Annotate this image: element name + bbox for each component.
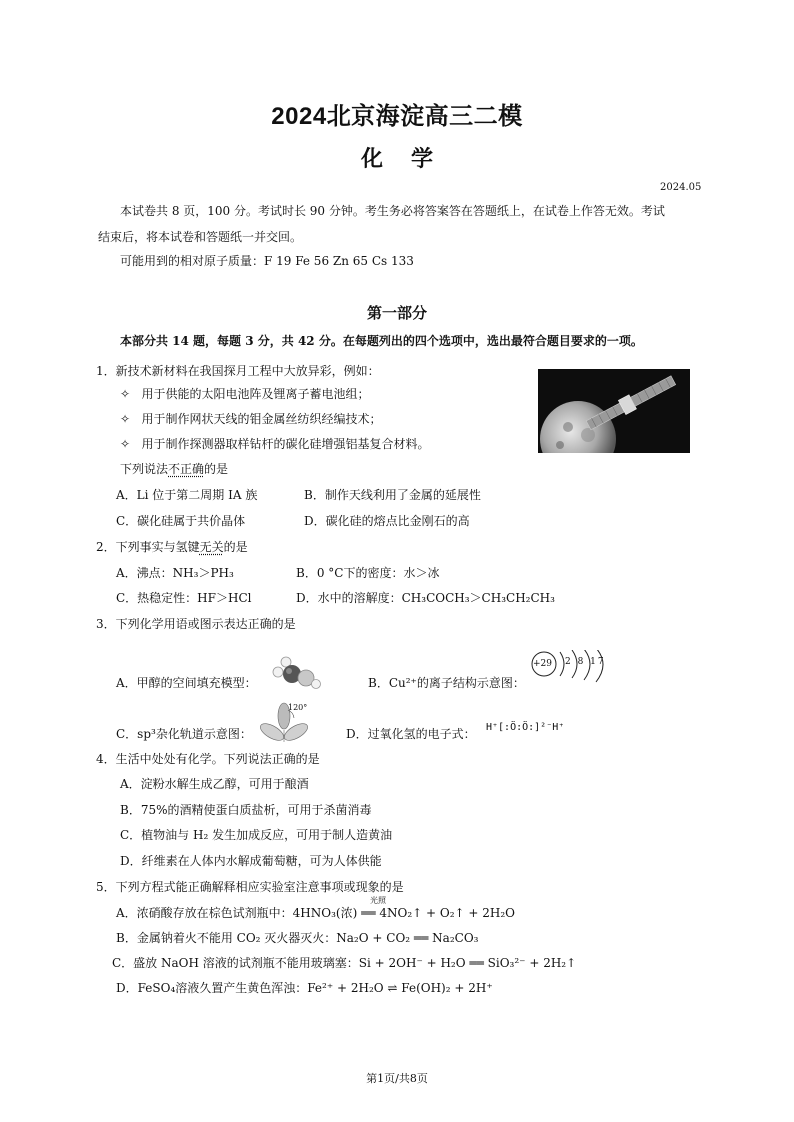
q1-bullet-1: ✧ 用于供能的太阳电池阵及锂离子蓄电池组； bbox=[120, 387, 370, 401]
methanol-model-icon bbox=[268, 654, 324, 690]
page-title: 2024北京海淀高三二模 bbox=[271, 103, 523, 130]
q5-option-b: B．金属钠着火不能用 CO₂ 灭火器灭火：Na₂O + CO₂ ══ Na₂CO₃ bbox=[116, 931, 479, 945]
emphasis-text: 不正确 bbox=[168, 462, 205, 476]
q5-option-a: A．浓硝酸存放在棕色试剂瓶中：4HNO₃(浓) ══ 4NO₂↑ + O₂↑ + 2H₂O bbox=[116, 906, 516, 920]
q2-option-a: A．沸点：NH₃＞PH₃ bbox=[116, 566, 234, 580]
q1-stem: 1．新技术新材料在我国探月工程中大放异彩，例如： bbox=[96, 364, 380, 378]
reaction-condition-label: 光照 bbox=[370, 896, 386, 905]
peroxide-lewis-formula: H⁺[:Ö:Ö:]²⁻H⁺ bbox=[486, 722, 565, 733]
q1-option-d: D．碳化硅的熔点比金刚石的高 bbox=[304, 514, 470, 528]
q1-option-c: C．碳化硅属于共价晶体 bbox=[116, 514, 246, 528]
emphasis-text: 无关 bbox=[199, 540, 224, 554]
bullet-icon: ✧ bbox=[120, 387, 131, 401]
q2-stem: 2．下列事实与氢键无关的是 bbox=[96, 540, 248, 554]
page-number: 第1页/共8页 bbox=[366, 1072, 428, 1085]
q3-option-c: C．sp³杂化轨道示意图： bbox=[116, 727, 252, 741]
q3-option-a: A．甲醇的空间填充模型： bbox=[116, 676, 257, 690]
q3-option-d: D．过氧化氢的电子式： bbox=[346, 727, 476, 741]
q2-option-d: D．水中的溶解度：CH₃COCH₃＞CH₃CH₂CH₃ bbox=[296, 591, 555, 605]
q5-option-d: D．FeSO₄溶液久置产生黄色浑浊：Fe²⁺ + 2H₂O ⇌ Fe(OH)₂ + 2H⁺ bbox=[116, 981, 493, 995]
q5-stem: 5．下列方程式能正确解释相应实验室注意事项或现象的是 bbox=[96, 880, 404, 894]
q4-option-c: C．植物油与 H₂ 发生加成反应，可用于制人造黄油 bbox=[120, 828, 393, 842]
q4-stem: 4．生活中处处有化学。下列说法正确的是 bbox=[96, 752, 320, 766]
q4-option-a: A．淀粉水解生成乙醇，可用于酿酒 bbox=[120, 777, 309, 791]
instructions-line2: 结束后，将本试卷和答题纸一并交回。 bbox=[98, 230, 303, 244]
subject-title: 化学 bbox=[360, 146, 461, 171]
q1-option-a: A．Li 位于第二周期 IA 族 bbox=[116, 488, 258, 502]
q5-option-c: C．盛放 NaOH 溶液的试剂瓶不能用玻璃塞：Si + 2OH⁻ + H₂O ══ SiO₃²⁻ + 2H₂↑ bbox=[112, 956, 577, 970]
angle-label: 120° bbox=[288, 703, 308, 712]
part1-intro: 本部分共 14 题，每题 3 分，共 42 分。在每题列出的四个选项中，选出最符合题目要求的一项。 bbox=[120, 334, 643, 348]
q1-bullet-3: ✧ 用于制作探测器取样钻杆的碳化硅增强铝基复合材料。 bbox=[120, 437, 430, 451]
atomic-masses: 可能用到的相对原子质量：F 19 Fe 56 Zn 65 Cs 133 bbox=[120, 254, 414, 268]
ion-shells-label: 2 8 17 bbox=[565, 657, 606, 667]
q2-option-b: B．0 °C下的密度：水＞冰 bbox=[296, 566, 440, 580]
ion-core-label: +29 bbox=[533, 659, 552, 669]
moon-satellite-image bbox=[538, 369, 690, 453]
q1-bullet-2: ✧ 用于制作网状天线的钼金属丝纺织经编技术； bbox=[120, 412, 382, 426]
exam-date: 2024.05 bbox=[660, 182, 702, 193]
q1-option-b: B．制作天线利用了金属的延展性 bbox=[304, 488, 481, 502]
q3-stem: 3．下列化学用语或图示表达正确的是 bbox=[96, 617, 296, 631]
instructions-line1: 本试卷共 8 页，100 分。考试时长 90 分钟。考生务必将答案答在答题纸上，在试卷上作答无效。考试 bbox=[120, 204, 665, 218]
bullet-icon: ✧ bbox=[120, 412, 131, 426]
q4-option-b: B．75%的酒精使蛋白质盐析，可用于杀菌消毒 bbox=[120, 803, 372, 817]
q1-question: 下列说法不正确的是 bbox=[120, 462, 229, 476]
q4-option-d: D．纤维素在人体内水解成葡萄糖，可为人体供能 bbox=[120, 854, 382, 868]
part1-heading: 第一部分 bbox=[366, 305, 427, 322]
q2-option-c: C．热稳定性：HF＞HCl bbox=[116, 591, 252, 605]
bullet-icon: ✧ bbox=[120, 437, 131, 451]
q3-option-b: B．Cu²⁺的离子结构示意图： bbox=[368, 676, 525, 690]
